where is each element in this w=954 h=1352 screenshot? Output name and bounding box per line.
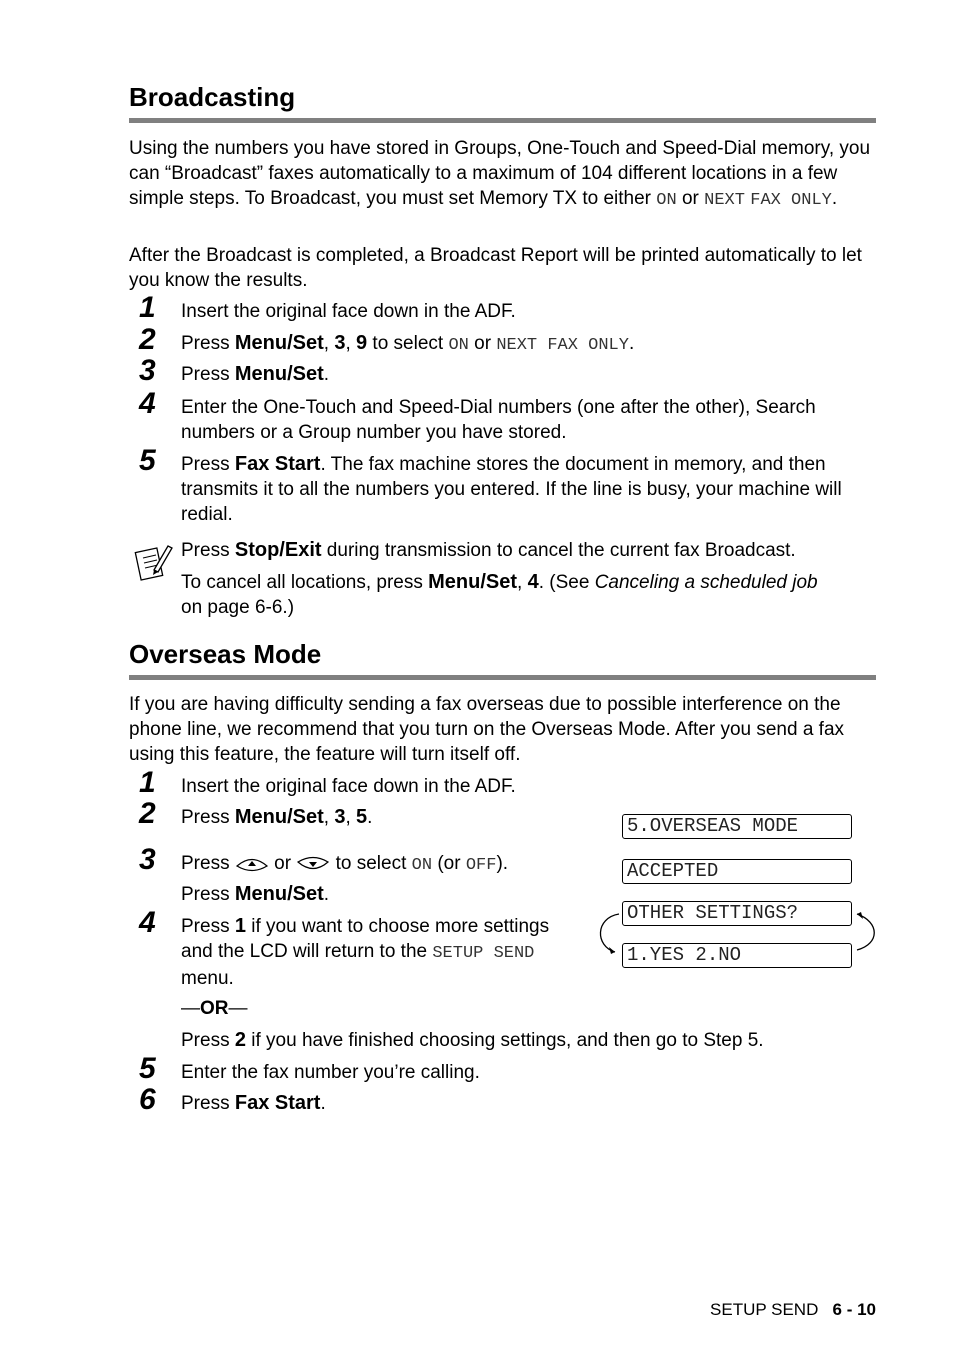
page-footer: SETUP SEND 6 - 10 xyxy=(710,1300,876,1319)
up-arrow-key-icon xyxy=(235,855,269,873)
section-title-broadcasting: Broadcasting xyxy=(129,82,296,112)
lcd-display: OTHER SETTINGS? xyxy=(622,901,852,926)
down-arrow-key-icon xyxy=(296,855,330,873)
lcd-display: 1.YES 2.NO xyxy=(622,943,852,968)
section-rule xyxy=(129,118,876,123)
lcd-display: 5.OVERSEAS MODE xyxy=(622,814,852,839)
section-rule xyxy=(129,675,876,680)
broadcast-after: After the Broadcast is completed, a Broadcast Report will be printed automatically to let you know the results. xyxy=(129,245,862,291)
section-title-overseas: Overseas Mode xyxy=(129,639,322,669)
note-pencil-icon xyxy=(134,540,174,582)
overseas-intro: If you are having difficulty sending a fax overseas due to possible interference on the phone line, we recommend that you turn on the Overseas Mode. After you send a fax using this feature, the feature will turn itself off. xyxy=(129,694,845,765)
lcd-display: ACCEPTED xyxy=(622,859,852,884)
cycle-arrow-icon xyxy=(595,900,880,970)
broadcast-intro: Using the numbers you have stored in Groups, One-Touch and Speed-Dial memory, you can “Broadcast” faxes automatically to a maximum of 104 different locations in a few simple steps. To Broadcast, you must set Memory TX to either ON or NEXT FAX ONLY. xyxy=(129,138,871,210)
